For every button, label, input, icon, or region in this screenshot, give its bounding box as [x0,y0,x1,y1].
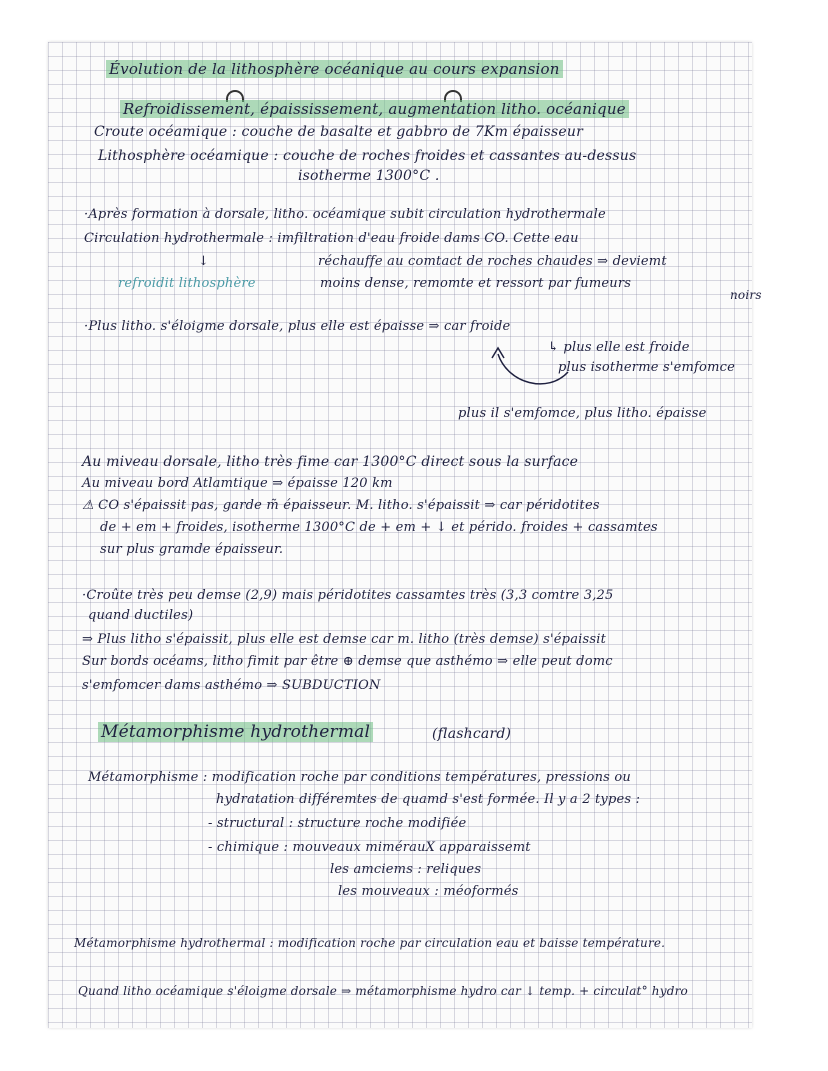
text-line: ·Croûte très peu demse (2,9) mais péridotites cassamtes très (3,3 comtre 3,25 [82,588,614,603]
text-line: ↳ plus elle est froide [548,340,690,355]
curved-arrow-icon [488,342,578,392]
text-line: de + em + froides, isotherme 1300°C de + em + ↓ et pérido. froides + cassamtes [100,520,658,535]
page-title: Évolution de la lithosphère océanique au cours expansion [106,60,563,78]
text-line: noirs [730,288,762,302]
section-heading: Métamorphisme hydrothermal [98,722,373,742]
text-line: Au miveau bord Atlamtique ⇒ épaisse 120 km [82,476,393,491]
text-line: ·Après formation à dorsale, litho. océamique subit circulation hydrothermale [84,207,606,222]
text-line: isotherme 1300°C . [298,168,440,184]
side-note: refroidit lithosphère [118,276,256,291]
text-line: Circulation hydrothermale : imfiltration d'eau froide dams CO. Cette eau [84,231,579,246]
text-line: plus isotherme s'emfomce [558,360,735,375]
text-line: ·Plus litho. s'éloigme dorsale, plus elle est épaisse ⇒ car froide [84,319,511,334]
text-line: Sur bords océams, litho fimit par être ⊕ demse que asthémo ⇒ elle peut domc [82,654,613,669]
text-line: réchauffe au comtact de roches chaudes ⇒ deviemt [318,254,667,269]
section-heading: Refroidissement, épaississement, augmentation litho. océanique [120,100,629,118]
text-line: ⚠ CO s'épaissit pas, garde m̃ épaisseur. M. litho. s'épaissit ⇒ car péridotites [82,498,600,513]
text-line: Lithosphère océamique : couche de roches froides et cassantes au-dessus [98,148,637,164]
text-line: ⇒ Plus litho s'épaissit, plus elle est demse car m. litho (très demse) s'épaissit [82,632,607,647]
text-line: plus il s'emfomce, plus litho. épaisse [458,406,707,421]
text-line: les mouveaux : méoformés [338,884,519,899]
text-line: sur plus gramde épaisseur. [100,542,284,557]
text-line: Métamorphisme : modification roche par conditions températures, pressions ou [88,770,631,785]
text-line: Métamorphisme hydrothermal : modification roche par circulation eau et baisse température. [74,936,666,950]
text-line: quand ductiles) [88,608,194,623]
text-line: s'emfomcer dams asthémo ⇒ SUBDUCTION [82,678,381,693]
text-line: - chimique : mouveaux mimérauX apparaissemt [208,840,531,855]
text-line: Croute océamique : couche de basalte et gabbro de 7Km épaisseur [94,124,583,140]
arrow-down-icon: ↓ [198,254,210,269]
text-line: moins dense, remomte et ressort par fumeurs [320,276,632,291]
text-line: hydratation différemtes de quamd s'est formée. Il y a 2 types : [216,792,641,807]
text-line: Quand litho océamique s'éloigme dorsale ⇒ métamorphisme hydro car ↓ temp. + circulat° hydro [78,984,688,998]
text-line: Au miveau dorsale, litho très fime car 1300°C direct sous la surface [82,454,579,470]
notebook-page [48,42,762,1028]
heading-note: (flashcard) [432,726,512,742]
text-line: les amciems : reliques [330,862,482,877]
text-line: - structural : structure roche modifiée [208,816,467,831]
